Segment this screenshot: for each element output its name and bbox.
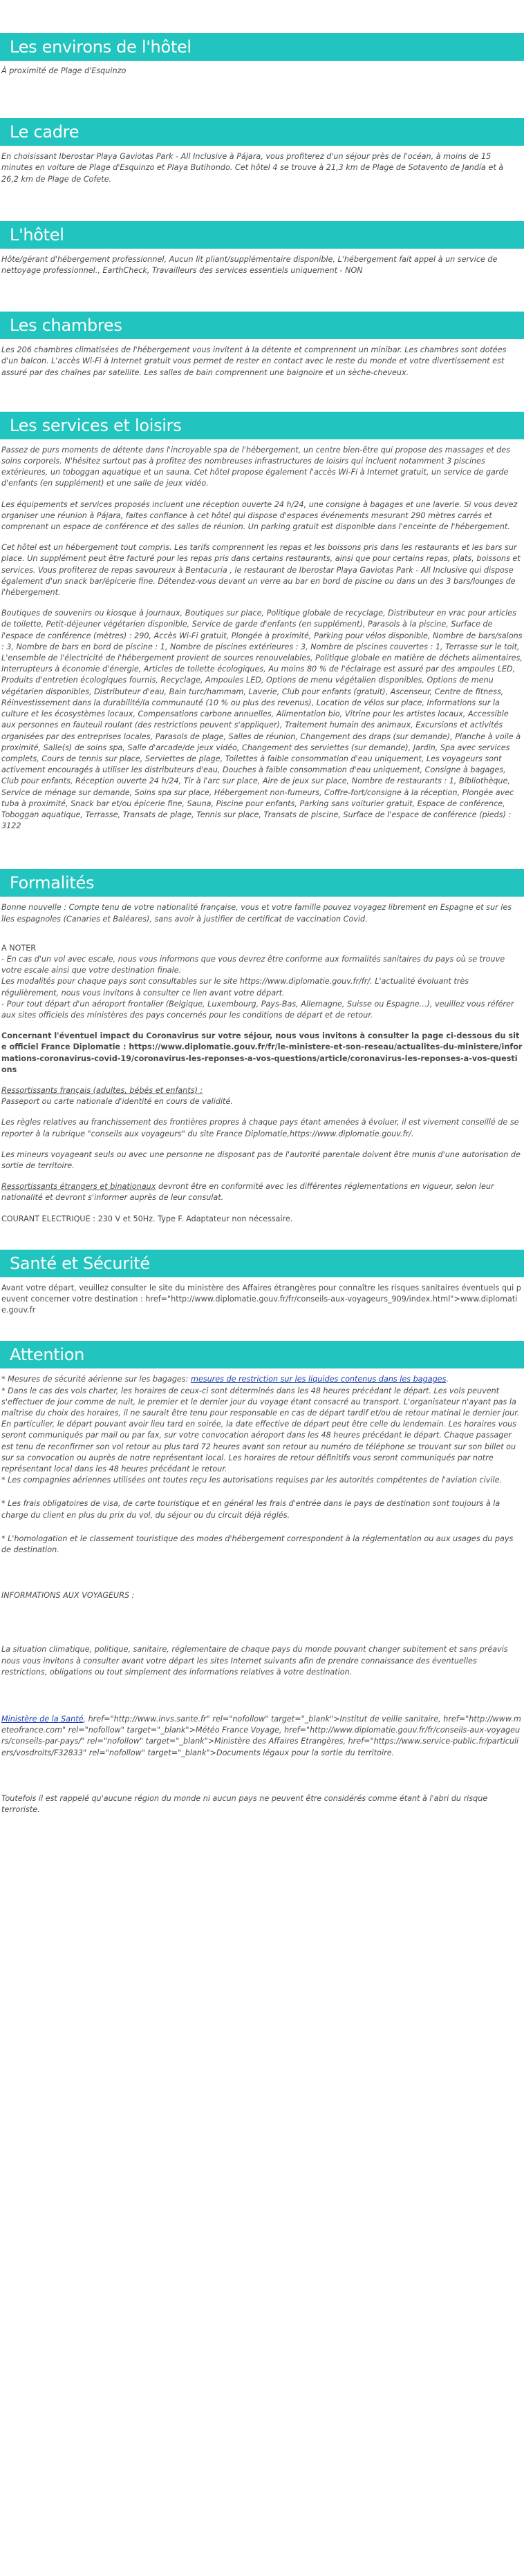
situation-text: La situation climatique, politique, sanitaire, réglementaire de chaque pays du monde pouvant changer subitement et sans préavis nous vous invitons à consulter avant votre départ les sites Internet suivants afin de prendre connaissance des éventuelles restrictions, obligations ou tout simplement des informations relatives à votre destination. — [1, 1645, 508, 1677]
section-services — [0, 412, 524, 832]
services-paragraph: Passez de purs moments de détente dans l'incroyable spa de l'hébergement, un centre bien-être qui propose des massages et des soins corporels. N'hésitez surtout pas à profitez des nombreuses infrastructures de loisirs qui incluent notamment 3 piscines extérieures, un toboggan aquatique et un sauna. Cet hôtel propose également l'accès Wi-Fi à Internet gratuit, un service de garde d'enfants (en supplément) et une salle de jeux vidéo. — [1, 445, 510, 488]
section-title: Les chambres — [0, 312, 524, 339]
section-environs — [0, 33, 524, 77]
frais-text: * Les frais obligatoires de visa, de carte touristique et en général les frais d'entrée dans le pays de destination sont toujours à la charge du client en plus du prix du vol, du séjour ou du circuit déjà réglés. — [1, 1499, 500, 1520]
section-hotel — [0, 221, 524, 276]
section-title: Les environs de l'hôtel — [0, 33, 524, 61]
section-text: En choisissant Iberostar Playa Gaviotas Park - All Inclusive à Pájara, vous profiterez d'un séjour près de l'océan, à moins de 15 minutes en voiture de Plage d'Esquinzo et Playa Butihondo. Cet hôtel 4 se trouve à 21,3 km de Plage de Sotavento de Jandía et à 26,2 km de Plage de Cofete. — [1, 152, 504, 184]
section-title: Les services et loisirs — [0, 412, 524, 439]
homologation-text: * L'homologation et le classement touristique des modes d'hébergement correspondent à la réglementation ou aux usages du pays de destination. — [1, 1534, 514, 1555]
etrangers-label: Ressortissants étrangers et binationaux — [1, 1182, 156, 1192]
etrangers-text — [1, 1181, 523, 1203]
section-sante — [0, 1250, 524, 1317]
section-title: Santé et Sécurité — [0, 1250, 524, 1277]
section-title: Attention — [0, 1341, 524, 1368]
mesures-link[interactable]: mesures de restriction sur les liquides contenus dans les bagages — [190, 1375, 447, 1384]
toutefois-text: Toutefois il est rappelé qu'aucune région du monde ni aucun pays ne peuvent être considérés comme étant à l'abri du risque terroriste. — [1, 1793, 488, 1815]
compagnies-text: * Les compagnies aériennes utilisées ont toutes reçu les autorisations requises par les autorités compétentes de l'aviation civile. — [1, 1476, 503, 1485]
section-text: Les 206 chambres climatisées de l'hébergement vous invitent à la détente et comprennent un minibar. Les chambres sont dotées d'un balcon. L'accès Wi-Fi à Internet gratuit vous permet de rester en contact avec le reste du monde et votre divertissement est assuré par des chaînes par satellite. Les salles de bain comprennent une baignoire et un sèche-cheveux. — [1, 345, 507, 377]
corona-notice: Concernant l'éventuel impact du Coronavirus sur votre séjour, nous vous invitons à consulter la page ci-dessous du site officiel France Diplomatie : https://www.diplomatie.gouv.fr/fr/le-ministere-et-son-reseau/actualites-du-ministere/informations-coronavirus-covid-19/coronavirus-les-reponses-a-vos-questions/article/coronavirus-les-reponses-a-vos-questions — [1, 1031, 523, 1074]
mesures-prefix: * Mesures de sécurité aérienne sur les bagages: — [1, 1375, 191, 1384]
section-formalites — [0, 869, 524, 1224]
courant-text: COURANT ELECTRIQUE : 230 V et 50Hz. Type F. Adaptateur non nécessaire. — [1, 1214, 293, 1223]
section-cadre — [0, 118, 524, 185]
vols-charter-text: * Dans le cas des vols charter, les horaires de ceux-ci sont déterminés dans les 48 heures précédant le départ. Les vols peuvent s'effectuer de jour comme de nuit, le premier et le dernier jour du voyage étant consacré au transport. L'organisateur n'ayant pas la maîtrise du choix des horaires, il ne saurait être tenu pour responsable en cas de départ tardif et/ou de retour matinal le dernier jour. En particulier, le départ pouvant avoir lieu tard en soirée, la date effective de départ peut être celle du lendemain. Les horaires vous seront communiqués par mail ou par fax, sur votre convocation aéroport dans les 48 heures précédant le départ. Chaque passager est tenu de reconfirmer son vol retour au plus tard 72 heures avant son retour au numéro de téléphone se trouvant sur son billet ou sur sa convocation ou auprès de notre représentant local. Les horaires de retour définitifs vous seront communiqués par notre représentant local dans les 48 heures précédant le retour. — [1, 1386, 520, 1474]
a-noter-label: A NOTER — [1, 943, 37, 953]
services-paragraph: Les équipements et services proposés incluent une réception ouverte 24 h/24, une consigne à bagages et une laverie. Si vous devez organiser une réunion à Pájara, faites confiance à cet hôtel qui dispose d'espaces événements mesurant 290 mètres carrés et comprenant un espace de conférence et des salles de réunion. Un parking gratuit est disponible dans l'enceinte de l'hébergement. — [1, 499, 518, 532]
services-paragraph: Boutiques de souvenirs ou kiosque à journaux, Boutiques sur place, Politique globale de recyclage, Distributeur en vrac pour articles de toilette, Petit-déjeuner végétarien disponible, Service de garde d'enfants (en supplément), Parasols à la piscine, Surface de l'espace de conférence (mètres) : 290, Accès Wi-Fi gratuit, Plongée à proximité, Parking pour vélos disponible, Nombre de bars/salons : 3, Nombre de bars en bord de piscine : 1, Nombre de piscines extérieures : 3, Nombre de piscines couvertes : 1, Terrasse sur le toit, L'ensemble de l'électricité de l'hébergement provient de sources renouvelables, Politique globale en matière de déchets alimentaires, Interrupteurs à économie d'énergie, Articles de toilette écologiques, Au moins 80 % de l'éclairage est assuré par des ampoules LED, Produits d'entretien écologiques fournis, Recyclage, Ampoules LED, Options de menu végétalien disponibles, Options de menu végétarien disponibles, Distributeur d'eau, Bain turc/hammam, Laverie, Club pour enfants (gratuit), Ascenseur, Centre de fitness, Réinvestissement dans la durabilité/la communauté (10 % ou plus des revenus), Location de vélos sur place, Informations sur la culture et les écosystèmes locaux, Compensations carbone annuelles, Alimentation bio, Vitrine pour les artistes locaux, Accessible aux personnes en fauteuil roulant (des restrictions peuvent s'appliquer), Traitement humain des animaux, Excursions et activités organisées par des entreprises locales, Parasols de plage, Salles de réunion, Changement des draps (sur demande), Planche à voile à proximité, Salle(s) de soins spa, Salle d'arcade/de jeux vidéo, Changement des serviettes (sur demande), Jardin, Spa avec services complets, Cours de tennis sur place, Serviettes de plage, Toilettes à faible consommation d'eau uniquement, Les voyageurs sont activement encouragés à utiliser les distributeurs d'eau, Douches à faible consommation d'eau uniquement, Consigne à bagages, Club pour enfants, Réception ouverte 24 h/24, Tir à l'arc sur place, Aire de jeux sur place, Nombre de restaurants : 1, Bibliothèque, Service de ménage sur demande, Soins spa sur place, Hébergement non-fumeurs, Coffre-fort/consigne à la réception, Plongée avec tuba à proximité, Snack bar et/ou épicerie fine, Sauna, Piscine pour enfants, Parking sans voiturier gratuit, Espace de conférence, Toboggan aquatique, Terrasse, Transats de plage, Tennis sur place, Transats de piscine, Surface de l'espace de conférence (pieds) : 3122 — [1, 609, 523, 831]
sites-text — [1, 1714, 523, 1759]
mesures-text — [1, 1374, 523, 1385]
services-paragraph: Cet hôtel est un hébergement tout compris. Les tarifs comprennent les repas et les boissons pris dans les restaurants et les bars sur place. Un supplément peut être facturé pour les repas pris dans certains restaurants, ainsi que pour certains repas, plats, boissons et services. Vous profiterez de repas savoureux à Bentacuria , le restaurant de Iberostar Playa Gaviotas Park - All Inclusive qui dispose également d'un snack bar/épicerie fine. Détendez-vous devant un verre au bar en bord de piscine ou dans un des 3 bars/lounges de l'hébergement. — [1, 543, 521, 598]
formalites-intro: Bonne nouvelle : Compte tenu de votre nationalité française, vous et votre famille pouvez voyagez librement en Espagne et sur les îles espagnoles (Canaries et Baléares), sans avoir à justifier de certificat de vaccination Covid. — [1, 903, 512, 924]
section-title: Formalités — [0, 869, 524, 897]
sante-text: Avant votre départ, veuillez consulter le site du ministère des Affaires étrangères pour connaître les risques sanitaires éventuels qui peuvent concerner votre destination : href="http://www.diplomatie.gouv.fr/fr/conseils-aux-voyageurs_909/index.html">www.diplomatie.gouv.fr — [1, 1283, 521, 1315]
infos-label: INFORMATIONS AUX VOYAGEURS : — [1, 1591, 135, 1601]
a-noter-line: - En cas d'un vol avec escale, nous vous informons que vous devrez être conforme aux formalités sanitaires du pays où se trouve votre escale ainsi que votre destination finale. — [1, 954, 505, 975]
section-text: Hôte/gérant d'hébergement professionnel, Aucun lit pliant/supplémentaire disponible, L'hébergement fait appel à un service de nettoyage professionnel., EarthCheck, Travailleurs des services essentiels uniquement - NON — [1, 254, 498, 276]
sites-body: , href="http://www.invs.sante.fr" rel="nofollow" target="_blank">Institut de veille sanitaire, href="http://www.meteofrance.com" rel="nofollow" target="_blank">Météo France Voyage, href="http://www.diplomatie.gouv.fr/fr/conseils-aux-voyageurs/conseils-par-pays/" rel="nofollow" target="_blank">Ministère des Affaires Etrangères, href="https://www.service-public.fr/particuliers/vosdroits/F32833" rel="nofollow" target="_blank">Documents légaux pour la sortie du territoire. — [1, 1715, 521, 1757]
mesures-suffix: . — [446, 1375, 449, 1384]
section-title: L'hôtel — [0, 221, 524, 249]
section-text: À proximité de Plage d'Esquinzo — [1, 66, 127, 75]
a-noter-line: Les modalités pour chaque pays sont consultables sur le site https://www.diplomatie.gouv.fr/fr/. L'actualité évoluant très régulièrement, nous vous invitons à consulter ce lien avant votre départ. — [1, 977, 469, 998]
etrangers-body: devront être en conformité avec les différentes réglementations en vigueur, selon leur nationalité et devront s'informer auprès de leur consulat. — [1, 1182, 494, 1203]
french-text: Passeport ou carte nationale d'identité en cours de validité. — [1, 1097, 233, 1107]
section-title: Le cadre — [0, 118, 524, 146]
a-noter-line: - Pour tout départ d'un aéroport frontalier (Belgique, Luxembourg, Pays-Bas, Allemagne, Suisse ou Espagne...), veuillez vous référer aux sites officiels des ministères des pays concernés pour les conditions de départ et de retour. — [1, 999, 514, 1020]
french-label: Ressortissants français (adultes, bébés et enfants) : — [1, 1085, 203, 1095]
section-chambres — [0, 312, 524, 379]
section-attention — [0, 1341, 524, 1815]
sante-ministry-link[interactable]: Ministère de la Santé — [1, 1715, 84, 1724]
regles-text: Les règles relatives au franchissement des frontières propres à chaque pays étant amenées à évoluer, il est vivement conseillé de se reporter à la rubrique "conseils aux voyageurs" du site France Diplomatie,https://www.diplomatie.gouv.fr/. — [1, 1118, 519, 1138]
mineurs-text: Les mineurs voyageant seuls ou avec une personne ne disposant pas de l'autorité parentale doivent être munis d'une autorisation de sortie de territoire. — [1, 1149, 521, 1170]
